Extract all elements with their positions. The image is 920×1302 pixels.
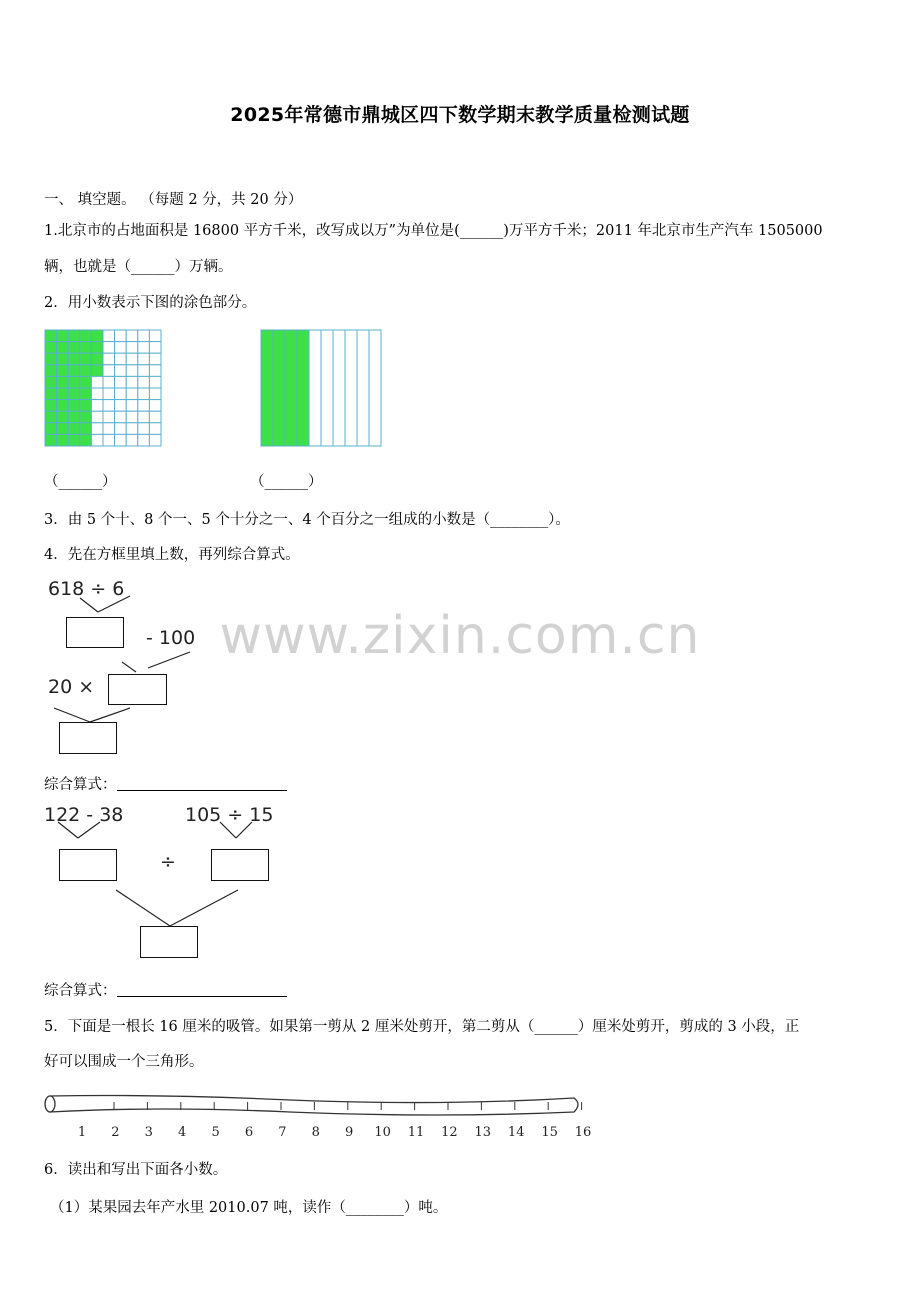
grid-cell (126, 342, 138, 354)
grid-cell (115, 365, 127, 377)
grid-cell (103, 330, 115, 342)
grid-cell-shaded (45, 400, 57, 412)
grid-cell (103, 434, 115, 446)
grid-cell-shaded (57, 400, 69, 412)
grid-cell-shaded (45, 342, 57, 354)
grid-cell (103, 423, 115, 435)
grid-cell (149, 400, 161, 412)
grid-cell (103, 411, 115, 423)
grid-cell (149, 376, 161, 388)
strip (333, 330, 345, 446)
grid-cell (149, 353, 161, 365)
grid-cell-shaded (68, 330, 80, 342)
grid-cell-shaded (68, 423, 80, 435)
grid-cell (115, 423, 127, 435)
ruler-label: 7 (278, 1125, 287, 1140)
grid-cell-shaded (57, 330, 69, 342)
formula-label-2-text: 综合算式： (44, 983, 117, 999)
tenths-strip-cells (261, 330, 381, 446)
grid-cell-shaded (45, 376, 57, 388)
grid-cell (138, 365, 150, 377)
question-4-text: 4．先在方框里填上数，再列综合算式。 (44, 547, 300, 563)
formula-label-1 (44, 773, 287, 794)
grid-cell (138, 388, 150, 400)
grid-cell (138, 330, 150, 342)
grid-cell-shaded (80, 411, 92, 423)
grid-cell-shaded (91, 353, 103, 365)
grid-cell-shaded (45, 388, 57, 400)
grid-cell (126, 353, 138, 365)
straw-ruler (40, 1090, 600, 1146)
answer-box-105-div-15[interactable] (211, 849, 269, 881)
ruler-label: 6 (244, 1125, 254, 1140)
strip (309, 330, 321, 446)
answer-box-subtraction[interactable] (108, 674, 167, 705)
grid-cell-shaded (57, 353, 69, 365)
grid-cell-shaded (45, 434, 57, 446)
grid-cell-shaded (68, 376, 80, 388)
grid-cell-shaded (91, 342, 103, 354)
grid-cell-shaded (57, 365, 69, 377)
strip (321, 330, 333, 446)
ruler-label: 11 (407, 1125, 425, 1140)
grid-cell (103, 388, 115, 400)
straw-end-left (45, 1096, 55, 1112)
grid-cell (149, 411, 161, 423)
grid-cell-shaded (57, 342, 69, 354)
grid-cell-shaded (45, 411, 57, 423)
grid-cell (115, 330, 127, 342)
strip-shaded (261, 330, 273, 446)
grid-cell-shaded (45, 353, 57, 365)
grid-cell (115, 353, 127, 365)
strip (345, 330, 357, 446)
formula-label-2 (44, 979, 287, 1000)
calculation-connector-lines-1 (40, 590, 300, 740)
grid-cell (91, 423, 103, 435)
expression-minus-100: - 100 (146, 627, 196, 649)
grid-cell (103, 353, 115, 365)
formula-label-1-text: 综合算式： (44, 777, 117, 793)
answer-blank-grid-b[interactable]: （______） (250, 474, 323, 490)
grid-cell (126, 434, 138, 446)
ruler-label: 13 (474, 1125, 492, 1140)
ruler-label: 16 (574, 1125, 592, 1140)
grid-cell-shaded (80, 353, 92, 365)
grid-cell (149, 423, 161, 435)
question-3-text: 3．由 5 个十、8 个一、5 个十分之一、4 个百分之一组成的小数是（________）。 (44, 512, 570, 528)
ruler-label: 12 (441, 1125, 458, 1140)
grid-cell (115, 411, 127, 423)
hundred-grid-cells (45, 330, 161, 446)
grid-cell (126, 400, 138, 412)
ruler-label: 2 (111, 1125, 120, 1140)
grid-cell-shaded (57, 423, 69, 435)
answer-box-final-2[interactable] (140, 926, 198, 958)
grid-cell (103, 342, 115, 354)
grid-cell (103, 365, 115, 377)
grid-cell (115, 342, 127, 354)
grid-cell-shaded (80, 388, 92, 400)
grid-cell (149, 365, 161, 377)
grid-cell (91, 376, 103, 388)
ruler-label: 9 (345, 1125, 354, 1140)
formula-answer-line-2[interactable] (117, 982, 287, 997)
ruler-label: 3 (144, 1125, 153, 1140)
question-5-line-2: 好可以围成一个三角形。 (44, 1054, 204, 1070)
grid-cell (115, 388, 127, 400)
grid-cell-shaded (68, 434, 80, 446)
grid-cell (149, 434, 161, 446)
formula-answer-line-1[interactable] (117, 776, 287, 791)
grid-cell-shaded (68, 400, 80, 412)
grid-cell-shaded (57, 411, 69, 423)
ruler-label: 10 (374, 1125, 391, 1140)
expression-122-minus-38: 122 - 38 (44, 804, 124, 826)
answer-box-122-minus-38[interactable] (59, 849, 117, 881)
grid-cell (138, 423, 150, 435)
grid-cell (138, 400, 150, 412)
grid-cell-shaded (80, 376, 92, 388)
grid-cell-shaded (68, 342, 80, 354)
grid-cell (138, 434, 150, 446)
strip-shaded (297, 330, 309, 446)
strip-shaded (285, 330, 297, 446)
grid-cell (91, 400, 103, 412)
grid-cell-shaded (68, 388, 80, 400)
grid-cell (126, 388, 138, 400)
grid-cell (103, 376, 115, 388)
grid-cell (138, 353, 150, 365)
grid-cell (149, 388, 161, 400)
grid-cell (126, 423, 138, 435)
grid-cell (149, 330, 161, 342)
ruler-label: 1 (77, 1125, 87, 1140)
grid-cell (138, 342, 150, 354)
grid-cell-shaded (80, 423, 92, 435)
expression-20-times: 20 × (48, 676, 95, 698)
grid-cell (91, 388, 103, 400)
grid-cell-shaded (57, 434, 69, 446)
answer-box-618-div-6[interactable] (66, 617, 124, 648)
grid-cell-shaded (80, 400, 92, 412)
grid-cell (115, 400, 127, 412)
ruler-label: 15 (541, 1125, 558, 1140)
grid-cell-shaded (57, 388, 69, 400)
strip (357, 330, 369, 446)
grid-cell-shaded (80, 434, 92, 446)
question-2-text: 2．用小数表示下图的涂色部分。 (44, 295, 257, 311)
answer-blank-grid-a[interactable]: （______） (44, 474, 117, 490)
grid-cell (115, 434, 127, 446)
question-5-line-1: 5．下面是一根长 16 厘米的吸管。如果第一剪从 2 厘米处剪开，第二剪从（______）厘米处剪开，剪成的 3 小段，正 (44, 1019, 800, 1035)
grid-cell-shaded (45, 365, 57, 377)
answer-box-final-1[interactable] (59, 722, 117, 754)
ruler-label: 8 (311, 1125, 320, 1140)
question-1-line-1: 1.北京市的占地面积是 16800 平方千米，改写成以万”为单位是(______)万平方千米；2011 年北京市生产汽车 1505000 (44, 223, 823, 239)
grid-cell-shaded (68, 365, 80, 377)
grid-cell (115, 376, 127, 388)
grid-cell-shaded (91, 330, 103, 342)
ruler-label: 5 (211, 1125, 220, 1140)
ruler-label: 4 (178, 1125, 187, 1140)
grid-cell (126, 330, 138, 342)
grid-cell-shaded (68, 353, 80, 365)
grid-cell-shaded (80, 365, 92, 377)
question-6-text: 6．读出和写出下面各小数。 (44, 1162, 228, 1178)
grid-cell (91, 411, 103, 423)
watermark: www.zixin.com.cn (219, 606, 701, 666)
question-6-sub-1: （1）某果园去年产水里 2010.07 吨，读作（________）吨。 (50, 1200, 448, 1216)
grid-cell-shaded (80, 342, 92, 354)
grid-cell (126, 365, 138, 377)
grid-cell (149, 342, 161, 354)
hundred-grid (43, 328, 163, 448)
ruler-label: 14 (507, 1125, 525, 1140)
grid-cell (103, 400, 115, 412)
grid-cell (126, 376, 138, 388)
grid-cell-shaded (57, 376, 69, 388)
grid-cell (126, 411, 138, 423)
section-heading: 一、 填空题。 （每题 2 分，共 20 分） (44, 192, 303, 208)
page-title: 2025年常德市鼎城区四下数学期末教学质量检测试题 (230, 104, 690, 126)
grid-cell (138, 376, 150, 388)
grid-cell-shaded (45, 330, 57, 342)
grid-cell-shaded (45, 423, 57, 435)
question-1-line-2: 辆，也就是（______）万辆。 (44, 259, 233, 275)
grid-cell (91, 434, 103, 446)
tenths-strip-grid (259, 328, 383, 448)
expression-105-div-15: 105 ÷ 15 (185, 804, 274, 826)
division-sign: ÷ (160, 851, 176, 873)
strip (369, 330, 381, 446)
expression-618-div-6: 618 ÷ 6 (48, 578, 125, 600)
strip-shaded (273, 330, 285, 446)
grid-cell-shaded (80, 330, 92, 342)
grid-cell-shaded (68, 411, 80, 423)
grid-cell-shaded (91, 365, 103, 377)
grid-cell (138, 411, 150, 423)
